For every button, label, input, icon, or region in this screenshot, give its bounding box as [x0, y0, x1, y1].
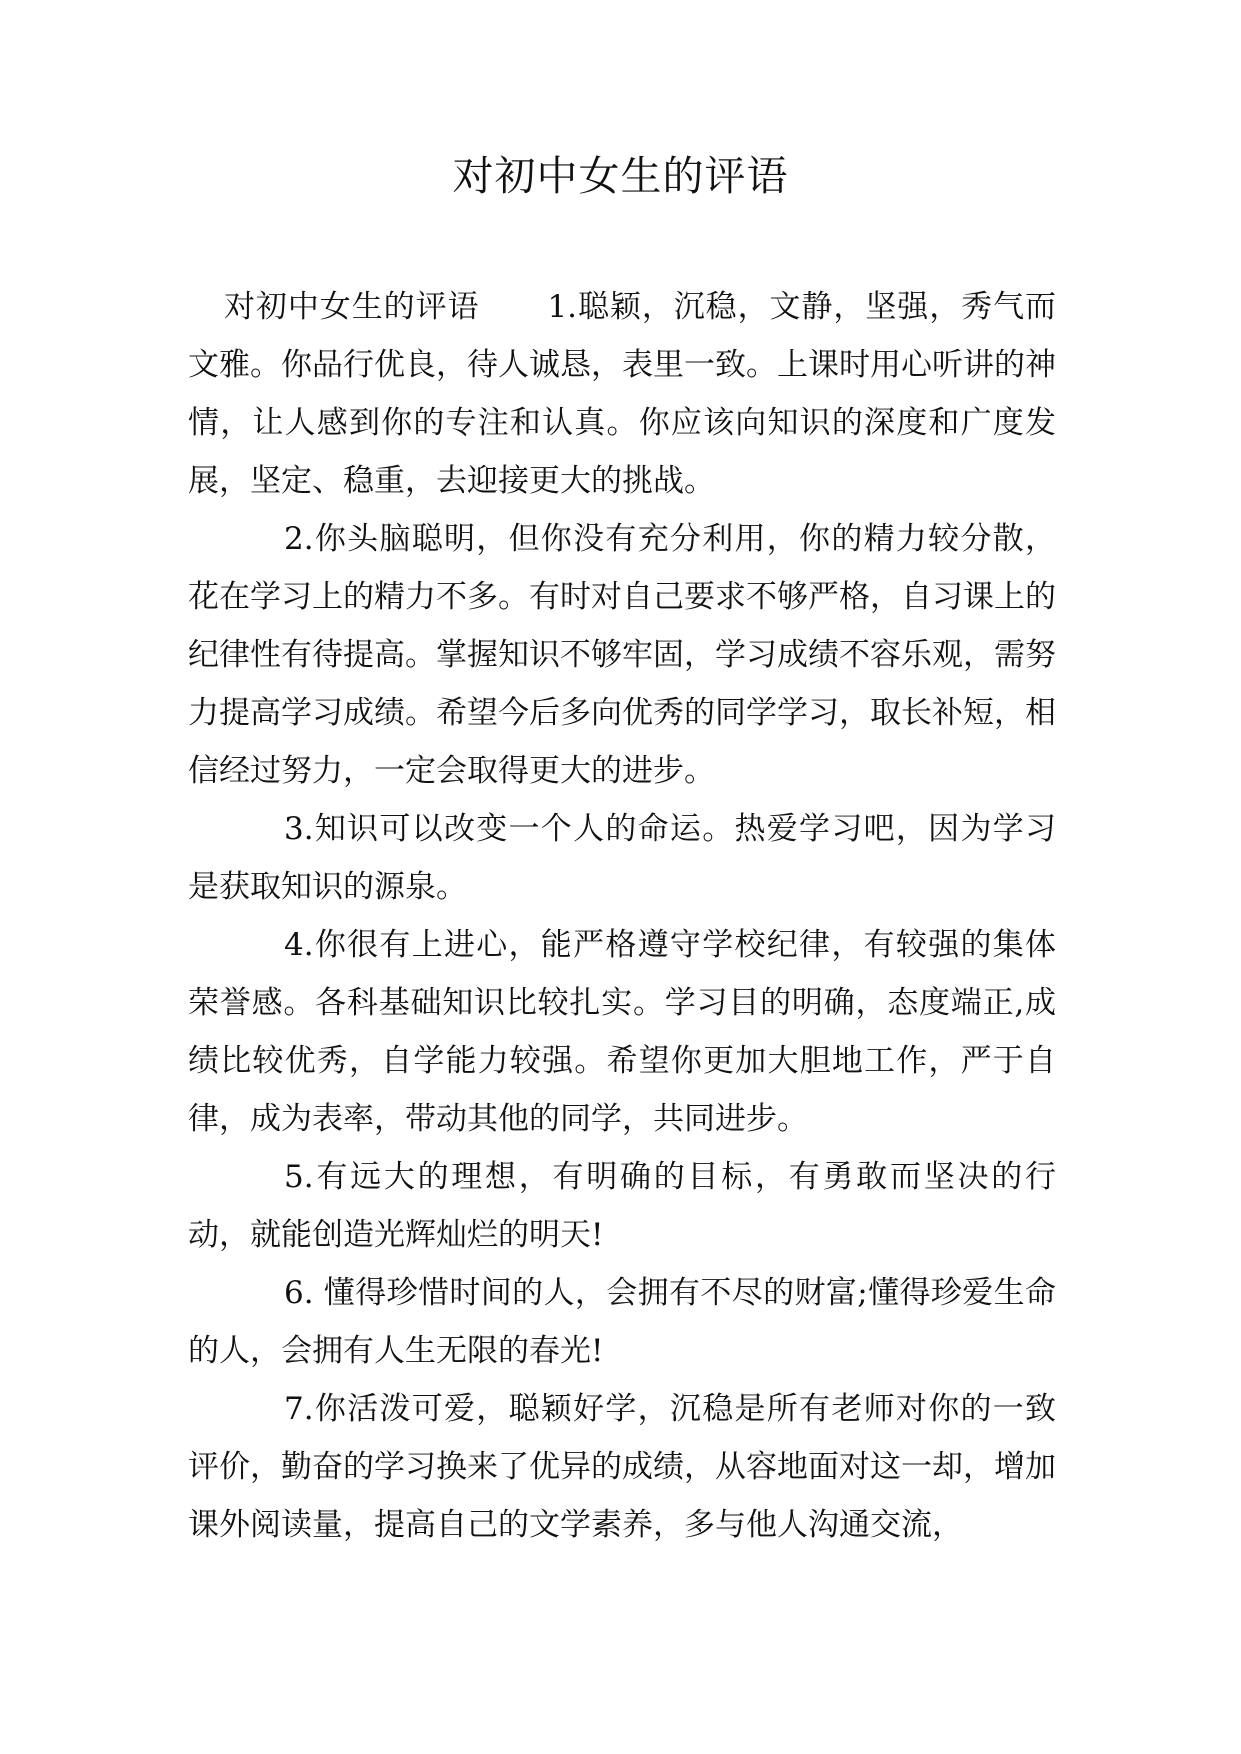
paragraph-6: 6. 懂得珍惜时间的人，会拥有不尽的财富;懂得珍爱生命的人，会拥有人生无限的春光! [188, 1275, 1056, 1369]
document-body [188, 278, 1056, 1554]
paragraph-2: 2.你头脑聪明，但你没有充分利用，你的精力较分散，花在学习上的精力不多。有时对自己要求不够严格，自习课上的纪律性有待提高。掌握知识不够牢固，学习成绩不容乐观，需努力提高学习成绩。希望今后多向优秀的同学学习，取长补短，相信经过努力，一定会取得更大的进步。 [188, 521, 1056, 789]
paragraph-1-text: 1.聪颖，沉稳，文静，坚强，秀气而文雅。你品行优良，待人诚恳，表里一致。上课时用心听讲的神情，让人感到你的专注和认真。你应该向知识的深度和广度发展，坚定、稳重，去迎接更大的挑战。 [188, 289, 1056, 499]
paragraph-4: 4.你很有上进心，能严格遵守学校纪律，有较强的集体荣誉感。各科基础知识比较扎实。学习目的明确，态度端正,成绩比较优秀，自学能力较强。希望你更加大胆地工作，严于自律，成为表率，带动其他的同学，共同进步。 [188, 927, 1056, 1137]
paragraph-5: 5.有远大的理想，有明确的目标，有勇敢而坚决的行动，就能创造光辉灿烂的明天! [188, 1159, 1056, 1253]
document-title: 对初中女生的评语 [452, 152, 789, 200]
paragraph-7: 7.你活泼可爱，聪颖好学，沉稳是所有老师对你的一致评价，勤奋的学习换来了优异的成绩，从容地面对这一却，增加课外阅读量，提高自己的文学素养，多与他人沟通交流， [188, 1391, 1056, 1543]
paragraph-1 [188, 278, 1056, 510]
paragraph-3: 3.知识可以改变一个人的命运。热爱学习吧，因为学习是获取知识的源泉。 [188, 811, 1056, 905]
intro-label: 对初中女生的评语 [224, 289, 480, 325]
